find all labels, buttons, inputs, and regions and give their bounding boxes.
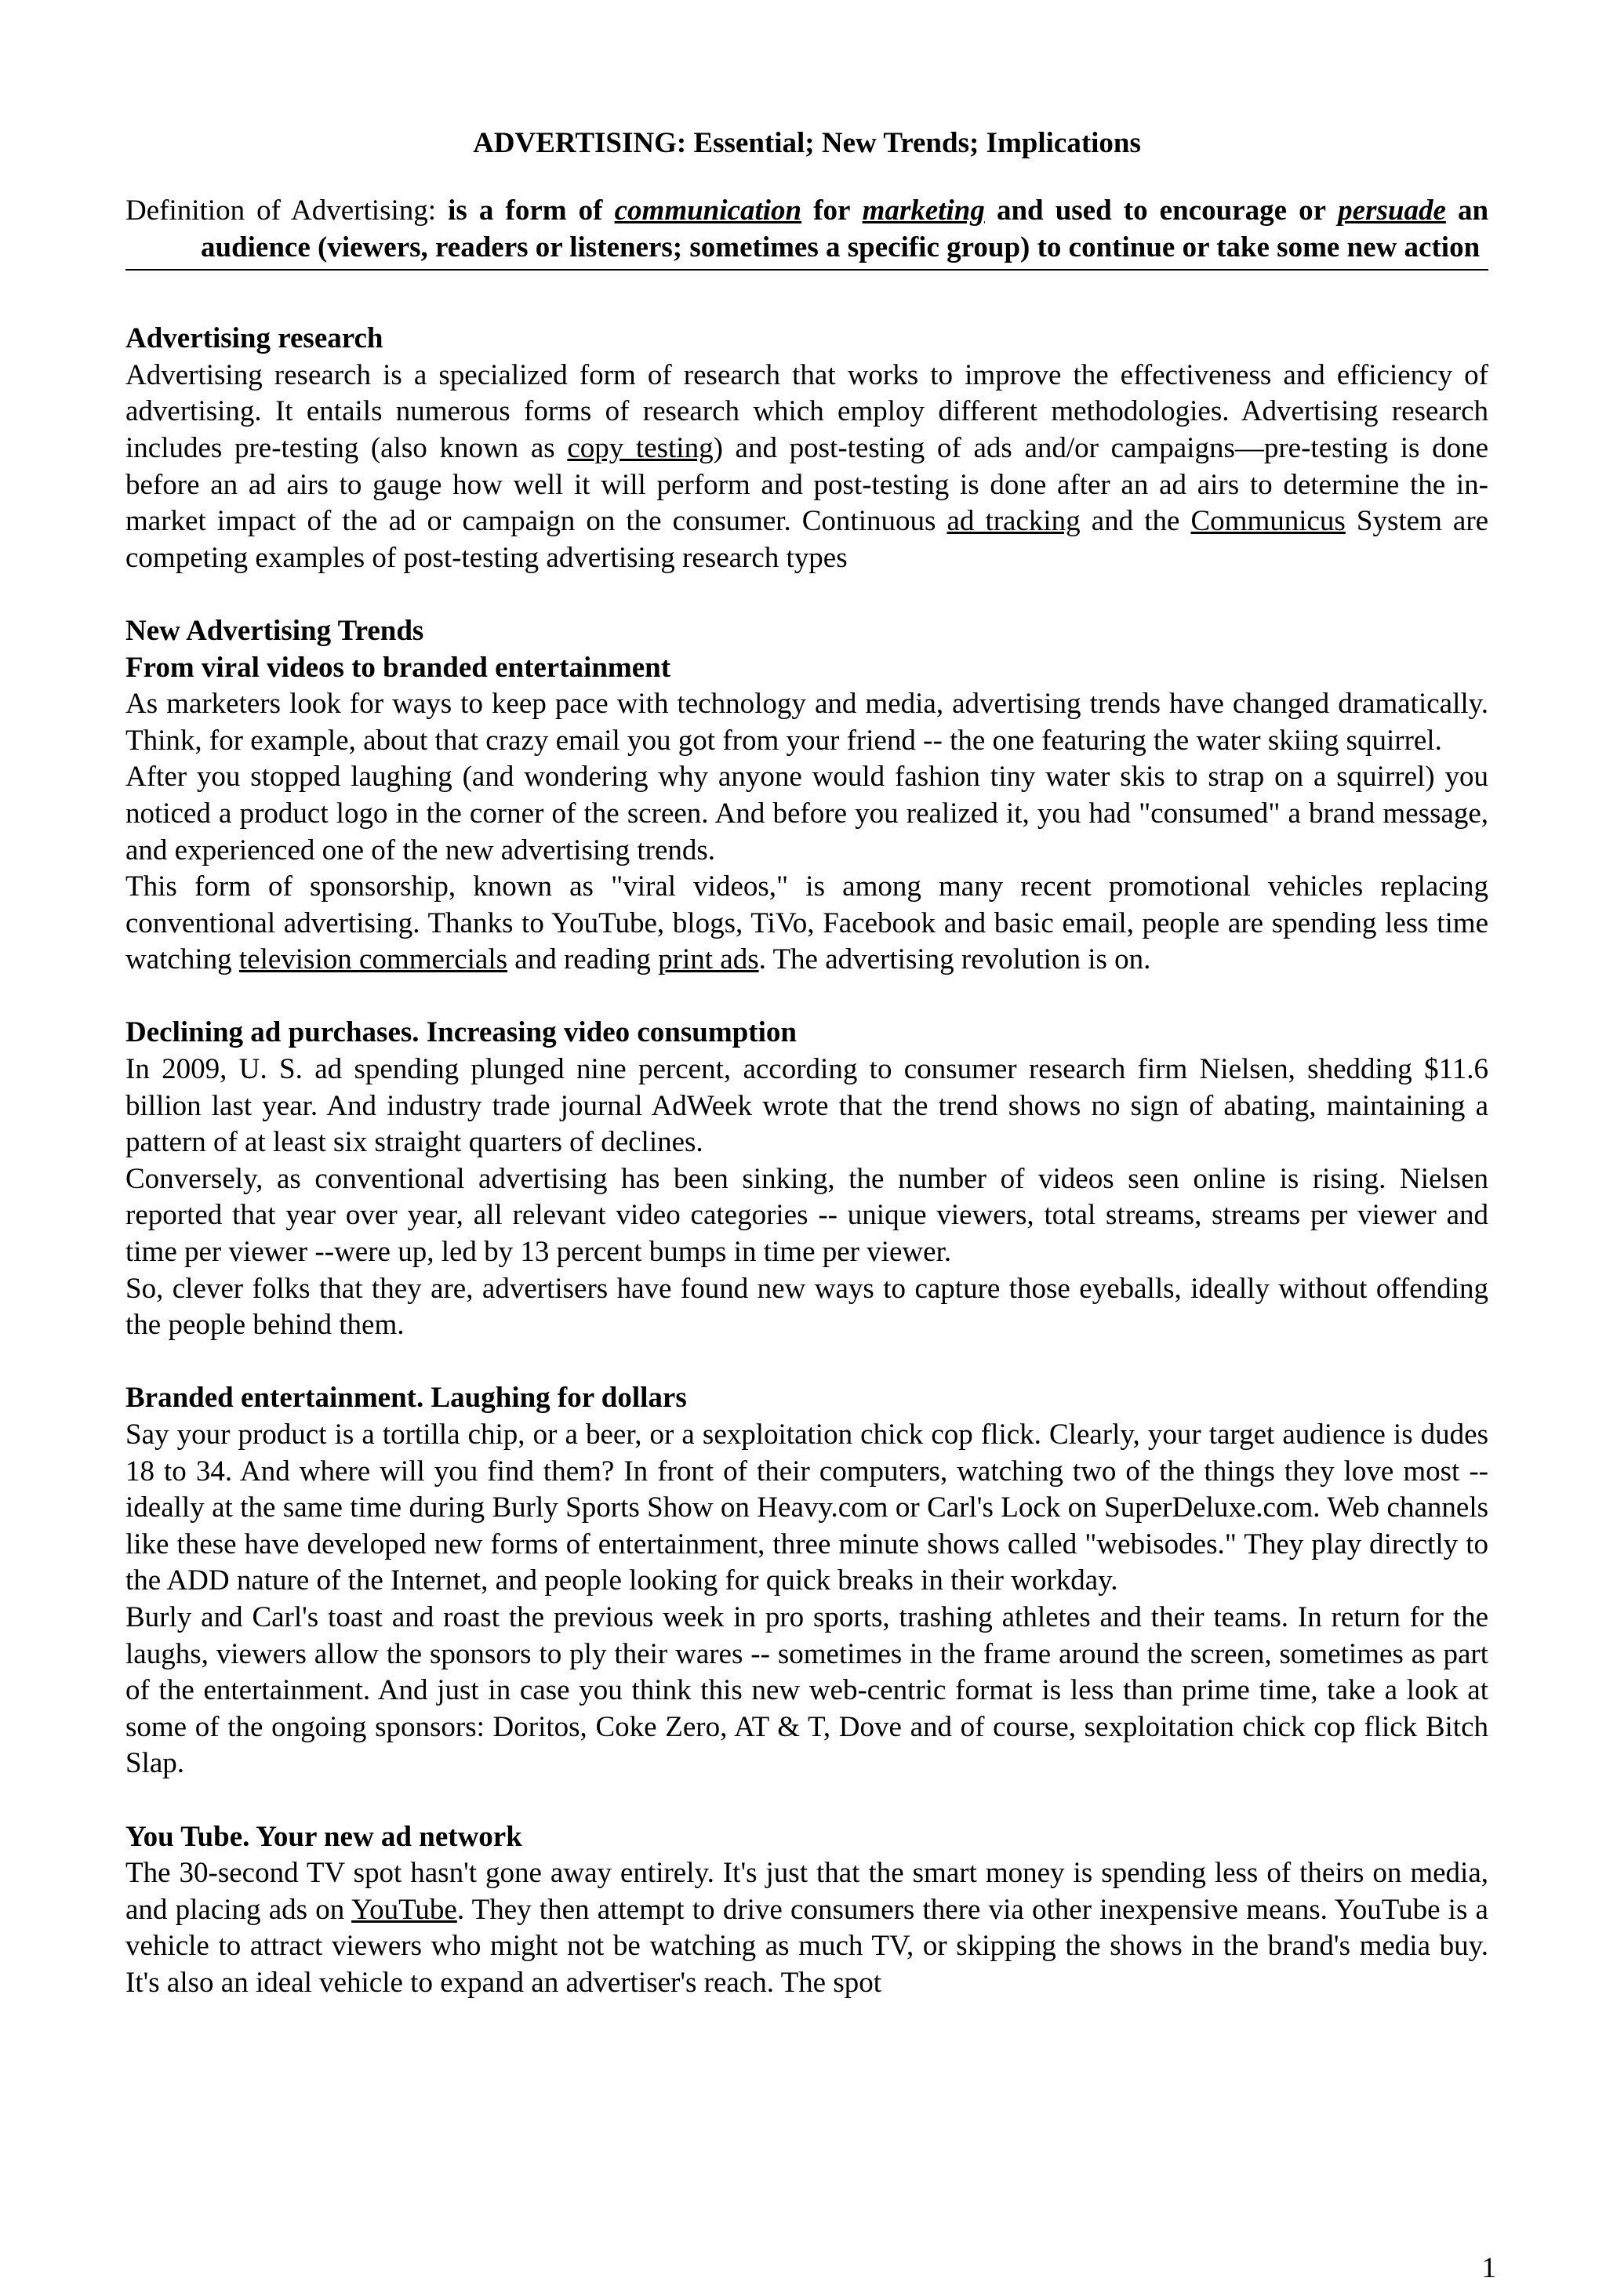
definition-text-2: for bbox=[813, 194, 851, 227]
link-persuade[interactable]: persuade bbox=[1338, 194, 1446, 227]
trends-paragraph-2: After you stopped laughing (and wondering why anyone would fashion tiny water skis to strap on a squirrel) you noticed a product logo in the corner of the screen. And before you realized it, you had "consumed" a brand message, and experienced one of the new advertising trends. bbox=[125, 761, 1488, 866]
research-paragraph bbox=[125, 358, 1488, 577]
trends-paragraph-3 bbox=[125, 869, 1488, 979]
heading-advertising-research: Advertising research bbox=[125, 322, 383, 355]
research-text-a: Advertising research is a specialized form of research that works to improve the effectiveness and efficiency of advertising. It entails numerous forms of research which employ different methodologies. Advertising research includes pre-testing (also known as bbox=[125, 358, 1488, 464]
trends-text-a: This form of sponsorship, known as "viral videos," is among many recent promotional vehicles replacing conventional advertising. Thanks to YouTube, blogs, TiVo, Facebook and basic email, people are spending less time watching bbox=[125, 870, 1488, 976]
trends-paragraph-1: As marketers look for ways to keep pace with technology and media, advertising trends have changed dramatically. Think, for example, about that crazy email you got from your friend -- the one featuring the water skiing squirrel. bbox=[125, 688, 1488, 757]
link-communicus[interactable]: Communicus bbox=[1190, 505, 1346, 538]
link-print-ads[interactable]: print ads bbox=[658, 943, 759, 976]
definition-text-3: and used to encourage or bbox=[996, 194, 1327, 227]
trends-text-c: . The advertising revolution is on. bbox=[758, 943, 1151, 976]
branded-paragraph-2: Burly and Carl's toast and roast the previous week in pro sports, trashing athletes and their teams. In return for the laughs, viewers allow the sponsors to ply their wares -- sometimes in the frame around the screen, sometimes as part of the entertainment. And just in case you think this new web-centric format is less than prime time, take a look at some of the ongoing sponsors: Doritos, Coke Zero, AT & T, Dove and of course, sexploitation chick cop flick Bitch Slap. bbox=[125, 1600, 1488, 1780]
subheading-viral-videos: From viral videos to branded entertainment bbox=[125, 651, 671, 684]
link-copy-testing[interactable]: copy testing bbox=[567, 431, 714, 464]
youtube-text-b: . They then attempt to drive consumers there via other inexpensive means. YouTube is a vehicle to attract viewers who might not be watching as much TV, or skipping the shows in the brand's media buy. It's also an ideal vehicle to expand an advertiser's reach. The spot bbox=[125, 1893, 1488, 1999]
heading-youtube-ad-network: You Tube. Your new ad network bbox=[125, 1820, 522, 1853]
link-ad-tracking[interactable]: ad tracking bbox=[947, 505, 1081, 538]
link-communication[interactable]: communication bbox=[614, 194, 802, 227]
link-youtube[interactable]: YouTube bbox=[351, 1893, 457, 1926]
research-text-c: and the bbox=[1091, 505, 1180, 538]
definition-text-1: is a form of bbox=[448, 194, 603, 227]
definition-text-4: an audience (viewers, readers or listeners; sometimes a specific group) to continue or take some new action bbox=[201, 194, 1489, 263]
definition-label: Definition of Advertising: bbox=[125, 194, 437, 227]
link-television-commercials[interactable]: television commercials bbox=[238, 943, 508, 976]
page-number: 1 bbox=[1481, 2252, 1496, 2284]
heading-branded-entertainment: Branded entertainment. Laughing for dollars bbox=[125, 1382, 687, 1415]
trends-text-b: and reading bbox=[514, 943, 651, 976]
heading-new-advertising-trends: New Advertising Trends bbox=[125, 614, 424, 647]
declining-paragraph-2: Conversely, as conventional advertising has been sinking, the number of videos seen online is rising. Nielsen reported that year over year, all relevant video categories -- unique viewers, total streams, streams per viewer and time per viewer --were up, led by 13 percent bumps in time per viewer. bbox=[125, 1162, 1488, 1269]
link-marketing[interactable]: marketing bbox=[862, 194, 985, 227]
research-text-b: ) and post-testing of ads and/or campaigns—pre-testing is done before an ad airs to gauge how well it will perform and post-testing is done after an ad airs to determine the in-market impact of the ad or campaign on the consumer. Continuous bbox=[125, 431, 1489, 538]
document-page bbox=[125, 125, 1488, 2002]
declining-paragraph-1: In 2009, U. S. ad spending plunged nine percent, according to consumer research firm Nielsen, shedding $11.6 billion last year. And industry trade journal AdWeek wrote that the trend shows no sign of abating, maintaining a pattern of at least six straight quarters of declines. bbox=[125, 1053, 1488, 1159]
research-text-d: System are competing examples of post-testing advertising research types bbox=[125, 505, 1489, 574]
heading-declining-ad-purchases: Declining ad purchases. Increasing video consumption bbox=[125, 1016, 797, 1049]
youtube-text-a: The 30-second TV spot hasn't gone away entirely. It's just that the smart money is spending less of theirs on media, and placing ads on bbox=[125, 1857, 1488, 1926]
declining-paragraph-3: So, clever folks that they are, advertisers have found new ways to capture those eyeballs, ideally without offending the people behind them. bbox=[125, 1272, 1488, 1342]
definition-paragraph bbox=[125, 193, 1488, 271]
branded-paragraph-1: Say your product is a tortilla chip, or a beer, or a sexploitation chick cop flick. Clearly, your target audience is dudes 18 to 34. And where will you find them? In front of their computers, watching two of the things they love most -- ideally at the same time during Burly Sports Show on Heavy.com or Carl's Lock on SuperDeluxe.com. Web channels like these have developed new forms of entertainment, three minute shows called "webisodes." They play directly to the ADD nature of the Internet, and people looking for quick breaks in their workday. bbox=[125, 1419, 1488, 1597]
document-title: ADVERTISING: Essential; New Trends; Implications bbox=[473, 127, 1141, 159]
youtube-paragraph bbox=[125, 1855, 1488, 2001]
